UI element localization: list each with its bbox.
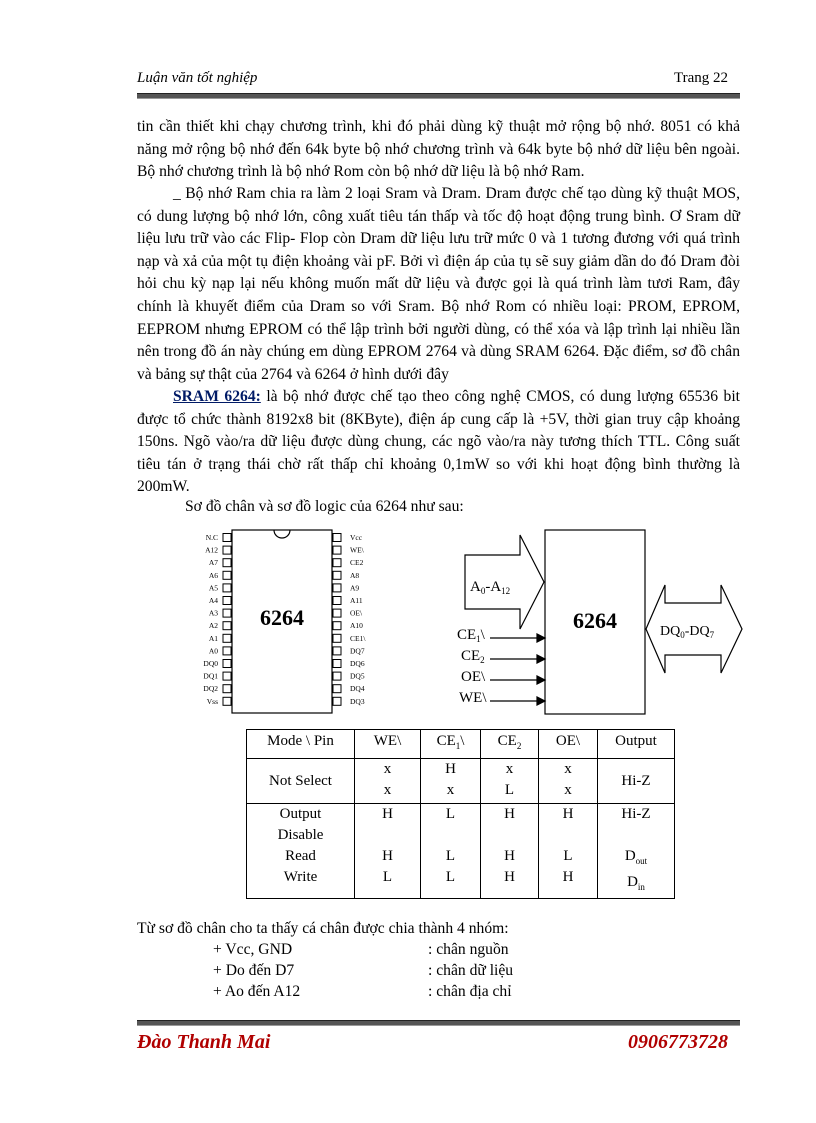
ce2-label: $CE_2$ — [461, 648, 485, 665]
group-item-name: + Do đến D7 — [213, 962, 295, 979]
group-item-name: + Vcc, GND — [213, 941, 293, 958]
footer-rule — [137, 1020, 740, 1026]
pin-box — [223, 609, 231, 617]
pin-label: Vss — [206, 696, 218, 706]
groups-intro: Từ sơ đồ chân cho ta thấy cá chân được chia thành 4 nhóm: — [137, 920, 509, 937]
pin-label: A7 — [208, 558, 218, 568]
table-row-not-select — [247, 759, 675, 804]
pin-box — [333, 571, 341, 579]
group-item-desc: : chân dữ liệu — [428, 962, 514, 979]
group-item-name: + Ao đến A12 — [213, 983, 301, 1000]
paragraph-4: Sơ đồ chân và sơ đồ logic của 6264 như sau: — [185, 498, 464, 515]
pin-label: DQ4 — [350, 684, 365, 694]
pin-label: A2 — [208, 621, 218, 631]
table-cell: x x — [539, 759, 598, 804]
pin-label: A6 — [208, 570, 218, 580]
pin-label: A11 — [350, 596, 363, 605]
table-cell: x x — [355, 759, 421, 804]
pin-label: DQ7 — [350, 646, 365, 656]
pin-box — [223, 660, 231, 668]
pin-label: CE2 — [350, 558, 364, 568]
pin-label: A3 — [208, 608, 218, 618]
pin-label: A10 — [350, 621, 363, 631]
pin-label: CE1\ — [350, 633, 366, 643]
pin-label: A12 — [205, 545, 218, 555]
pin-and-logic-diagram — [190, 525, 750, 720]
pin-label: OE\ — [350, 608, 363, 618]
pin-label: A8 — [350, 570, 360, 580]
pin-label: WE\ — [350, 545, 364, 555]
pin-box — [333, 534, 341, 542]
pin-label: Vcc — [350, 533, 363, 542]
table-cell: H x — [421, 759, 481, 804]
pin-box — [333, 546, 341, 554]
pin-label: DQ2 — [203, 684, 218, 694]
pin-box — [333, 685, 341, 693]
pin-box — [223, 571, 231, 579]
table-cell: Hi-Z $D_{out}$ $D_{in}$ — [598, 804, 675, 899]
author-name: Đào Thanh Mai — [137, 1031, 271, 1053]
header-output: Output — [598, 730, 675, 759]
table-cell: x L — [481, 759, 539, 804]
chip-label: 6264 — [260, 605, 304, 630]
pin-box — [223, 647, 231, 655]
pin-box — [333, 647, 341, 655]
mode-not-select: Not Select — [247, 759, 355, 804]
pin-box — [223, 622, 231, 630]
pin-label: DQ3 — [350, 696, 365, 706]
pin-box — [333, 634, 341, 642]
pin-box — [333, 697, 341, 705]
table-cell: Hi-Z — [598, 759, 675, 804]
dip-chip — [203, 530, 366, 713]
we-label: WE\ — [459, 690, 487, 706]
ce1-label: $CE_1\backslash$ — [457, 627, 485, 644]
pin-box — [223, 546, 231, 554]
pin-label: A9 — [350, 583, 360, 593]
table-row-rest — [247, 804, 675, 899]
phone-number: 0906773728 — [628, 1031, 728, 1053]
page-number: Trang 22 — [673, 70, 728, 86]
pin-box — [223, 534, 231, 542]
paragraph-1: tin cần thiết khi chạy chương trình, khi đó phải dùng kỹ thuật mở rộng bộ nhớ. 8051 có khả năng mở rộng bộ nhớ đến 64k byte bộ nhớ chương trình và 64k byte bộ nhớ dữ liệu bên ngoài. Bộ nhớ chương trình là bộ nhớ Rom còn bộ nhớ dữ liệu là bộ nhớ Ram. — [137, 118, 740, 181]
mode-cells: Output Disable Read Write — [247, 804, 355, 899]
pin-box — [223, 634, 231, 642]
header-ce1: $CE_1\backslash$ — [421, 730, 481, 759]
pin-label: DQ1 — [203, 671, 218, 681]
pin-box — [333, 597, 341, 605]
group-item-desc: : chân nguồn — [428, 941, 509, 958]
pin-box — [333, 584, 341, 592]
header-mode: Mode \ Pin — [247, 730, 355, 759]
address-label: $A_0-A_{12}$ — [470, 579, 511, 596]
header-we: WE\ — [355, 730, 421, 759]
pin-box — [223, 697, 231, 705]
paragraph-2: _ Bộ nhớ Ram chia ra làm 2 loại Sram và Dram. Dram được chế tạo dùng kỹ thuật MOS, có dung lượng bộ nhớ lớn, công xuất tiêu tán thấp và tốc độ hoạt động trung bình. Ơ Sram dữ liệu lưu trữ vào các Flip- Flop còn Dram dữ liệu lưu trữ mức 0 và 1 tương đương với quá trình nạp và xả của một tụ điện khoảng vài pF. Bởi vì điện áp của tụ sẽ suy giảm dần do đó Dram đòi hỏi chu kỳ nạp lại nếu không muốn mất dữ liệu và được gọi là quá trình làm tươi Ram, đây chính là khuyết điểm của Dram so với Sram. Bộ nhớ Rom có nhiều loại: PROM, EPROM, EEPROM nhưng EPROM có thể lập trình bởi người dùng, có thể xóa và lập trình lại nhiều lần nên trong đồ án này chúng em dùng EPROM 2764 và dùng SRAM 6264. Đặc điểm, sơ đồ chân và bảng sự thật của 2764 và 6264 ở hình dưới đây — [137, 185, 740, 383]
sram-description: là bộ nhớ được chế tạo theo công nghệ CMOS, có dung lượng 65536 bit được tổ chức thành 8192x8 bit (8KByte), điện áp cung cấp là +5V, thời gian truy cập khoảng 150ns. Ngõ vào/ra dữ liệu được dùng chung, các ngõ vào/ra này tương thích TTL. Công suất tiêu tán ở trạng thái chờ rất thấp chỉ khoảng 0,1mW so với khi hoạt động bình thường là 200mW. — [137, 388, 740, 496]
right-pin-group — [333, 533, 366, 706]
pin-box — [223, 584, 231, 592]
logic-chip-label: 6264 — [573, 608, 617, 633]
logic-block — [457, 530, 742, 714]
pin-label: A0 — [208, 646, 218, 656]
pin-box — [223, 597, 231, 605]
header-ce2: $CE_2$ — [481, 730, 539, 759]
pin-label: DQ0 — [203, 659, 218, 668]
truth-table — [246, 729, 675, 899]
data-label: $DQ_0-DQ_7$ — [660, 624, 715, 640]
paragraph-3 — [137, 386, 740, 499]
pin-box — [333, 660, 341, 668]
pin-label: N.C — [205, 533, 218, 542]
pin-box — [223, 559, 231, 567]
header-oe: OE\ — [539, 730, 598, 759]
pin-box — [333, 672, 341, 680]
group-item-desc: : chân địa chỉ — [428, 983, 512, 1000]
pin-label: A5 — [208, 583, 218, 593]
pin-label: DQ5 — [350, 671, 365, 681]
table-cell: L L L — [421, 804, 481, 899]
pin-label: DQ6 — [350, 659, 365, 668]
header-rule — [137, 93, 740, 99]
pin-box — [333, 609, 341, 617]
header-title: Luận văn tốt nghiệp — [137, 70, 258, 86]
pin-label: A4 — [208, 596, 218, 605]
pin-box — [223, 685, 231, 693]
table-cell: H H L — [355, 804, 421, 899]
pin-box — [333, 622, 341, 630]
oe-label: OE\ — [461, 669, 486, 685]
table-cell: H L H — [539, 804, 598, 899]
sram-label: SRAM 6264: — [173, 388, 261, 405]
left-pin-group — [203, 533, 231, 706]
pin-box — [333, 559, 341, 567]
pin-label: A1 — [208, 633, 218, 643]
table-cell: H H H — [481, 804, 539, 899]
pin-box — [223, 672, 231, 680]
